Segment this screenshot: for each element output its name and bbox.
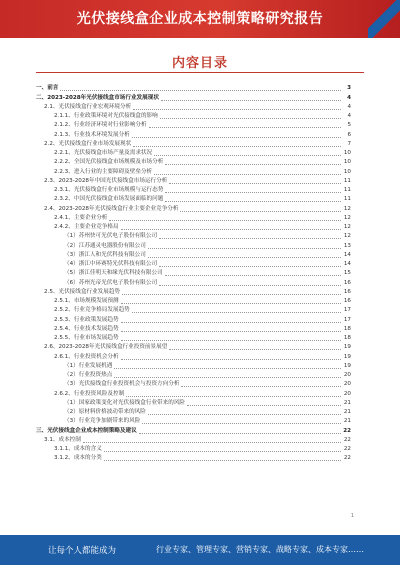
toc-entry-label: 2.6.1、行业投资机会分析 [54, 353, 119, 360]
toc-entry-label: 2.3.2、中国光伏接线盒市场发展面临的问题 [54, 196, 164, 203]
toc-entry[interactable] [36, 278, 351, 287]
toc-leader-dots [180, 211, 341, 212]
toc-leader-dots [165, 192, 341, 193]
toc-entry-page: 10 [343, 150, 351, 156]
toc-entry-page: 19 [343, 344, 351, 351]
toc-leader-dots [122, 294, 341, 295]
toc-entry-page: 18 [343, 325, 351, 332]
toc-leader-dots [154, 174, 341, 175]
toc-entry-label: 2.4.1、主要企业分析 [54, 214, 108, 221]
toc-entry-page: 12 [343, 233, 351, 240]
toc-entry-page: 5 [347, 122, 351, 129]
toc-entry[interactable] [36, 214, 351, 223]
toc-leader-dots [161, 100, 341, 101]
toc-leader-dots [169, 349, 341, 350]
toc-entry-label: 2.6.2、行业投资风险及控制 [54, 390, 125, 397]
footer-slogan: 让每个人都能成为 [48, 546, 117, 556]
toc-entry-label: （1）苏州快可光伏电子股份有限公司 [64, 233, 158, 240]
toc-entry[interactable] [36, 325, 351, 334]
toc-entry[interactable] [36, 140, 351, 149]
toc-entry[interactable] [36, 186, 351, 195]
toc-entry[interactable] [36, 408, 351, 417]
toc-entry[interactable] [36, 352, 351, 361]
toc-entry-page: 16 [343, 288, 351, 295]
toc-leader-dots [148, 248, 341, 249]
toc-leader-dots [148, 257, 341, 258]
toc-entry[interactable] [36, 399, 351, 408]
toc-entry[interactable] [36, 454, 351, 463]
footer-tagline: 行业专家、管理专家、营销专家、战略专家、成本专家…… [156, 545, 364, 554]
header-banner [0, 0, 400, 38]
toc-entry-page: 22 [343, 427, 351, 434]
toc-entry[interactable] [36, 84, 351, 93]
toc-leader-dots [169, 183, 341, 184]
toc-entry[interactable] [36, 223, 351, 232]
toc-divider [36, 72, 364, 73]
toc-leader-dots [159, 266, 341, 267]
toc-entry[interactable] [36, 149, 351, 158]
toc-entry[interactable] [36, 306, 351, 315]
toc-entry[interactable] [36, 103, 351, 112]
toc-entry-page: 10 [343, 168, 351, 175]
toc-entry-label: 2.1.3、行业技术环境发展分析 [54, 131, 130, 138]
toc-entry-page: 22 [343, 446, 351, 452]
toc-entry[interactable] [36, 177, 351, 186]
toc-leader-dots [114, 368, 341, 369]
toc-entry[interactable] [36, 130, 351, 139]
toc-leader-dots [142, 423, 341, 424]
toc-entry-label: 2.4.2、主要企业竞争格局 [54, 224, 119, 230]
toc-entry-label: 2.3.1、光伏接线盒行业市场规模与运行态势 [54, 187, 164, 193]
toc-entry-label: 三、光伏接线盒企业成本控制策略及建议 [36, 427, 137, 434]
toc-entry-label: 一、前言 [36, 85, 59, 92]
toc-entry-label: 2.5.3、行业政策发展趋势 [54, 316, 119, 323]
header-decoration [368, 0, 400, 38]
toc-entry-label: （3）浙江人和光伏科技有限公司 [64, 251, 146, 258]
toc-leader-dots [126, 396, 341, 397]
toc-leader-dots [121, 229, 341, 230]
toc-entry[interactable] [36, 112, 351, 121]
toc-entry-label: 3.1.2、成本的分类 [54, 455, 102, 462]
toc-entry-label: 2.5.4、行业技术发展趋势 [54, 325, 119, 332]
toc-entry-label: 2.1.2、行业经济环境对行业影响分析 [54, 122, 147, 129]
toc-leader-dots [132, 312, 341, 313]
toc-leader-dots [104, 460, 341, 461]
toc-entry-label: （6）苏州光帝光伏电子股份有限公司 [64, 279, 158, 286]
toc-entry-page: 14 [343, 261, 351, 267]
toc-leader-dots [121, 340, 341, 341]
toc-entry-label: （2）行业投资热点 [64, 372, 113, 378]
toc-leader-dots [83, 442, 341, 443]
toc-entry[interactable] [36, 334, 351, 343]
toc-leader-dots [114, 377, 341, 378]
toc-entry-page: 12 [343, 214, 351, 221]
toc-leader-dots [159, 238, 341, 239]
toc-entry-label: 2.6、2023-2028年光伏接线盒行业投资前景展望 [44, 344, 168, 351]
toc-entry-label: 3.1、成本控制 [44, 436, 81, 443]
toc-entry[interactable] [36, 315, 351, 324]
toc-entry-page: 4 [347, 113, 351, 119]
toc-entry-page: 17 [343, 316, 351, 323]
toc-entry[interactable] [36, 251, 351, 260]
toc-entry-page: 6 [347, 131, 351, 138]
toc-entry[interactable] [36, 93, 351, 102]
toc-entry-label: 3.1.1、成本的含义 [54, 446, 102, 452]
toc-entry-page: 10 [343, 159, 351, 166]
toc-entry-page: 11 [343, 177, 351, 184]
toc-entry-page: 13 [343, 242, 351, 249]
toc-entry[interactable] [36, 241, 351, 250]
toc-entry-page: 17 [343, 307, 351, 314]
toc-entry-page: 20 [343, 390, 351, 397]
toc-entry-page: 12 [343, 224, 351, 230]
toc-entry-page: 11 [343, 187, 351, 193]
toc-entry[interactable] [36, 445, 351, 454]
toc-leader-dots [160, 118, 341, 119]
toc-entry[interactable] [36, 204, 351, 213]
toc-entry[interactable] [36, 436, 351, 445]
toc-entry[interactable] [36, 389, 351, 398]
toc-entry-label: 2.2、光伏接线盒行业市场发展现状 [44, 140, 132, 147]
toc-entry-page: 19 [343, 353, 351, 360]
toc-entry-page: 15 [343, 270, 351, 277]
toc-entry-label: （2）江苏通灵电器股份有限公司 [64, 242, 146, 249]
toc-leader-dots [60, 90, 341, 91]
toc-leader-dots [165, 164, 341, 165]
toc-entry-label: 2.3、2023-2028年中国光伏接线盒市场运行分析 [44, 177, 168, 184]
toc-leader-dots [121, 331, 341, 332]
toc-leader-dots [187, 405, 341, 406]
footer-banner [0, 535, 400, 565]
toc-leader-dots [148, 414, 341, 415]
toc-leader-dots [121, 322, 341, 323]
toc-entry-label: （1）行业发展机遇 [64, 362, 113, 369]
toc-entry-label: （3）行业竞争加剧带来的风险 [64, 418, 141, 425]
toc-entry-page: 16 [343, 298, 351, 304]
toc-entry-label: （2）原材料价格波动带来的风险 [64, 409, 146, 415]
toc-entry[interactable] [36, 232, 351, 241]
toc-entry-page: 3 [347, 85, 351, 92]
toc-entry[interactable] [36, 288, 351, 297]
toc-entry-page: 18 [343, 335, 351, 341]
toc-entry-label: 2.2.3、进入行业的主要障碍及壁垒分析 [54, 168, 153, 175]
toc-entry-page: 4 [347, 103, 351, 110]
toc-leader-dots [104, 451, 341, 452]
table-of-contents [36, 84, 351, 463]
toc-entry[interactable] [36, 380, 351, 389]
toc-entry-page: 7 [347, 140, 351, 147]
toc-entry-page: 22 [343, 455, 351, 462]
toc-heading: 内容目录 [171, 56, 228, 71]
toc-entry-label: 2.5、光伏接线盒行业发展趋势 [44, 288, 121, 295]
toc-entry-page: 22 [343, 436, 351, 443]
toc-entry-page: 19 [343, 362, 351, 369]
toc-entry[interactable] [36, 260, 351, 269]
toc-leader-dots [181, 386, 341, 387]
toc-entry-page: 12 [343, 205, 351, 212]
toc-entry[interactable] [36, 343, 351, 352]
toc-entry[interactable] [36, 121, 351, 130]
toc-entry-page: 4 [347, 94, 351, 101]
toc-entry[interactable] [36, 417, 351, 426]
toc-leader-dots [165, 275, 341, 276]
toc-entry-page: 20 [343, 372, 351, 378]
toc-entry[interactable] [36, 371, 351, 380]
toc-entry-page: 21 [343, 409, 351, 415]
toc-entry[interactable] [36, 158, 351, 167]
toc-entry-label: 2.5.5、行业市场发展趋势 [54, 335, 119, 341]
toc-leader-dots [149, 127, 341, 128]
toc-entry[interactable] [36, 269, 351, 278]
toc-entry-label: 2.1、光伏接线盒行业宏观环境分析 [44, 103, 132, 110]
toc-entry-page: 16 [343, 279, 351, 286]
toc-entry[interactable] [36, 167, 351, 176]
toc-entry-label: 2.2.1、光伏接线盒市场产量及需求状况 [54, 150, 153, 156]
page-number: 1 [350, 513, 354, 519]
toc-entry-label: （5）浙江佳明天和缘光伏科技有限公司 [64, 270, 163, 277]
toc-leader-dots [109, 220, 341, 221]
toc-leader-dots [139, 433, 341, 434]
toc-leader-dots [154, 155, 341, 156]
toc-leader-dots [133, 146, 341, 147]
toc-leader-dots [121, 303, 341, 304]
toc-entry-page: 20 [343, 381, 351, 388]
toc-leader-dots [159, 285, 341, 286]
toc-entry-page: 11 [343, 196, 351, 203]
toc-entry-label: 2.4、2023-2028年光伏接线盒行业主要企业竞争分析 [44, 205, 179, 212]
toc-entry-page: 14 [343, 251, 351, 258]
toc-entry-label: 二、2023-2028年光伏接线盒市场行业发展现状 [36, 94, 159, 101]
toc-entry[interactable] [36, 297, 351, 306]
toc-entry[interactable] [36, 362, 351, 371]
toc-entry-label: （3）光伏接线盒行业投资机会与投资方向分析 [64, 381, 180, 388]
toc-entry[interactable] [36, 426, 351, 435]
toc-entry-page: 21 [343, 418, 351, 425]
toc-leader-dots [132, 137, 341, 138]
toc-entry-page: 21 [343, 399, 351, 406]
toc-entry-label: 2.5.1、市场规模发展预测 [54, 298, 119, 304]
toc-entry-label: 2.1.1、行业政策环境对光伏接线盒的影响 [54, 113, 158, 119]
toc-entry-label: 2.5.2、行业竞争格局发展趋势 [54, 307, 130, 314]
toc-leader-dots [165, 201, 341, 202]
report-title: 光伏接线盒企业成本控制策略研究报告 [76, 11, 324, 27]
toc-entry-label: （4）浙江中环赛特光伏科技有限公司 [64, 261, 158, 267]
toc-entry[interactable] [36, 195, 351, 204]
toc-leader-dots [121, 359, 341, 360]
toc-leader-dots [133, 109, 341, 110]
toc-entry-label: （1）国家政策变化对光伏接线盒行业带来的风险 [64, 399, 186, 406]
toc-entry-label: 2.2.2、全国光伏接线盒市场规模及市场分析 [54, 159, 164, 166]
